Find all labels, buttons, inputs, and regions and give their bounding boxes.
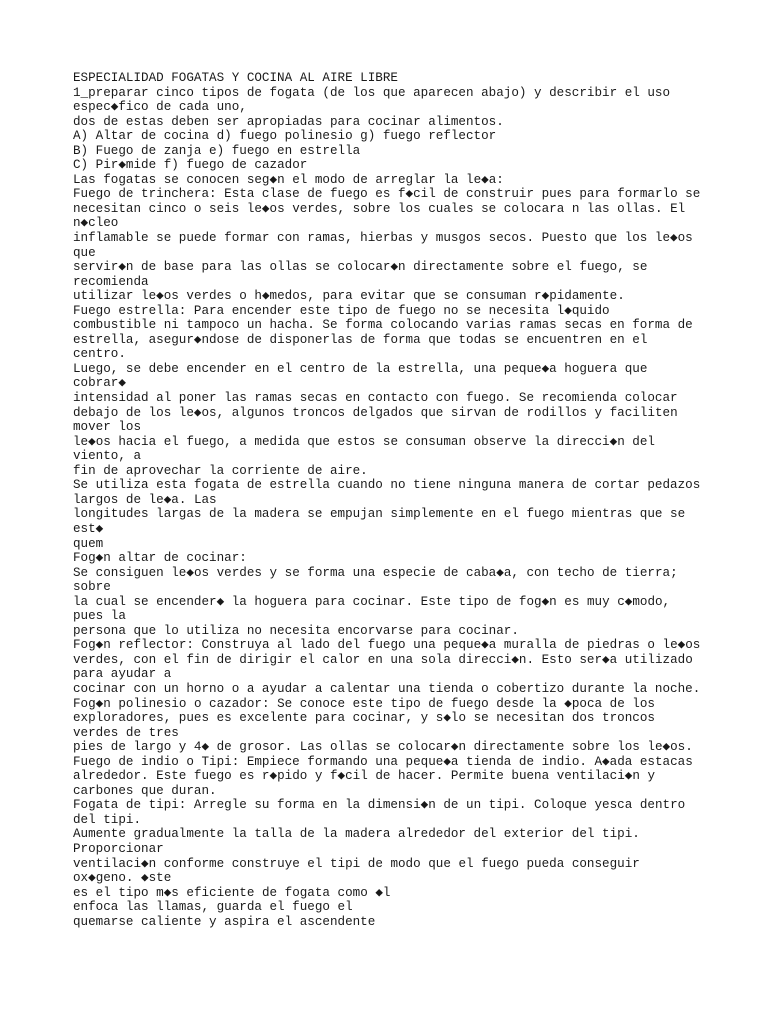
text-line: para ayudar a (73, 667, 172, 682)
text-line: exploradores, pues es excelente para cocinar, y s◆lo se necesitan dos troncos (73, 711, 655, 726)
text-line: mover los (73, 420, 142, 435)
text-line: fin de aprovechar la corriente de aire. (73, 463, 368, 478)
text-line: ventilaci◆n conforme construye el tipi de modo que el fuego pueda conseguir (73, 856, 640, 871)
text-line: verdes de tres (73, 725, 179, 740)
text-line: cobrar◆ (73, 376, 126, 391)
text-line: largos de le◆a. Las (73, 492, 217, 507)
text-line: utilizar le◆os verdes o h◆medos, para evitar que se consuman r◆pidamente. (73, 289, 625, 304)
text-line: que (73, 245, 96, 260)
text-line: inflamable se puede formar con ramas, hierbas y musgos secos. Puesto que los le◆os (73, 231, 693, 246)
text-line: viento, a (73, 449, 142, 464)
document-title: ESPECIALIDAD FOGATAS Y COCINA AL AIRE LIBRE (73, 71, 398, 85)
text-line: n◆cleo (73, 216, 119, 231)
text-line: C) Pir◆mide f) fuego de cazador (73, 158, 308, 173)
text-line: B) Fuego de zanja e) fuego en estrella (73, 143, 361, 158)
text-line: pues la (73, 609, 126, 624)
text-line: verdes, con el fin de dirigir el calor en una sola direcci◆n. Esto ser◆a utilizado (73, 652, 693, 667)
text-line: intensidad al poner las ramas secas en contacto con fuego. Se recomienda colocar (73, 391, 678, 406)
text-line: ox◆geno. ◆ste (73, 871, 172, 886)
text-line: Se consiguen le◆os verdes y se forma una especie de caba◆a, con techo de tierra; (73, 565, 678, 580)
text-line: necesitan cinco o seis le◆os verdes, sobre los cuales se colocara n las ollas. El (73, 201, 686, 216)
text-line: es el tipo m◆s eficiente de fogata como ◆l (73, 885, 391, 900)
text-line: alrededor. Este fuego es r◆pido y f◆cil de hacer. Permite buena ventilaci◆n y (73, 769, 655, 784)
text-line: sobre (73, 580, 111, 595)
text-line: estrella, asegur◆ndose de disponerlas de forma que todas se encuentren en el (73, 332, 648, 347)
text-line: Fog◆n altar de cocinar: (73, 551, 247, 566)
text-line: quemarse caliente y aspira el ascendente (73, 914, 376, 929)
text-line: Proporcionar (73, 841, 164, 856)
text-line: dos de estas deben ser apropiadas para cocinar alimentos. (73, 114, 504, 129)
text-line: pies de largo y 4◆ de grosor. Las ollas se colocar◆n directamente sobre los le◆os. (73, 740, 693, 755)
text-line: centro. (73, 347, 126, 362)
document-body (73, 71, 703, 929)
text-line: 1_preparar cinco tipos de fogata (de los que aparecen abajo) y describir el uso (73, 85, 671, 100)
text-line: Fog◆n polinesio o cazador: Se conoce este tipo de fuego desde la ◆poca de los (73, 696, 655, 711)
text-line: espec◆fico de cada uno, (73, 100, 247, 115)
text-line: quem (73, 536, 104, 551)
text-line: Aumente gradualmente la talla de la madera alrededor del exterior del tipi. (73, 827, 640, 842)
text-line: Fuego de indio o Tipi: Empiece formando una peque◆a tienda de indio. A◆ada estacas (73, 754, 693, 769)
text-line: Fuego de trinchera: Esta clase de fuego es f◆cil de construir pues para formarlo se (73, 187, 701, 202)
text-line: del tipi. (73, 812, 142, 827)
text-line: est◆ (73, 521, 104, 536)
text-line: debajo de los le◆os, algunos troncos delgados que sirvan de rodillos y faciliten (73, 405, 678, 420)
text-line: combustible ni tampoco un hacha. Se forma colocando varias ramas secas en forma de (73, 318, 693, 333)
text-line: Luego, se debe encender en el centro de la estrella, una peque◆a hoguera que (73, 361, 648, 376)
text-line: la cual se encender◆ la hoguera para cocinar. Este tipo de fog◆n es muy c◆modo, (73, 594, 671, 609)
text-line: le◆os hacia el fuego, a medida que estos se consuman observe la direcci◆n del (73, 434, 655, 449)
text-line: A) Altar de cocina d) fuego polinesio g) fuego reflector (73, 129, 497, 144)
text-line: cocinar con un horno o a ayudar a calentar una tienda o cobertizo durante la noche. (73, 681, 701, 696)
text-line: recomienda (73, 274, 149, 289)
text-line: persona que lo utiliza no necesita encorvarse para cocinar. (73, 623, 519, 638)
text-line: Se utiliza esta fogata de estrella cuando no tiene ninguna manera de cortar pedazos (73, 478, 701, 493)
text-line: Fog◆n reflector: Construya al lado del fuego una peque◆a muralla de piedras o le◆os (73, 638, 701, 653)
text-line: Fogata de tipi: Arregle su forma en la dimensi◆n de un tipi. Coloque yesca dentro (73, 798, 686, 813)
text-line: enfoca las llamas, guarda el fuego el (73, 900, 353, 915)
text-line: Fuego estrella: Para encender este tipo de fuego no se necesita l◆quido (73, 303, 610, 318)
text-line: Las fogatas se conocen seg◆n el modo de arreglar la le◆a: (73, 172, 504, 187)
text-line: longitudes largas de la madera se empujan simplemente en el fuego mientras que se (73, 507, 686, 522)
text-line: carbones que duran. (73, 783, 217, 798)
text-line: servir◆n de base para las ollas se colocar◆n directamente sobre el fuego, se (73, 260, 648, 275)
